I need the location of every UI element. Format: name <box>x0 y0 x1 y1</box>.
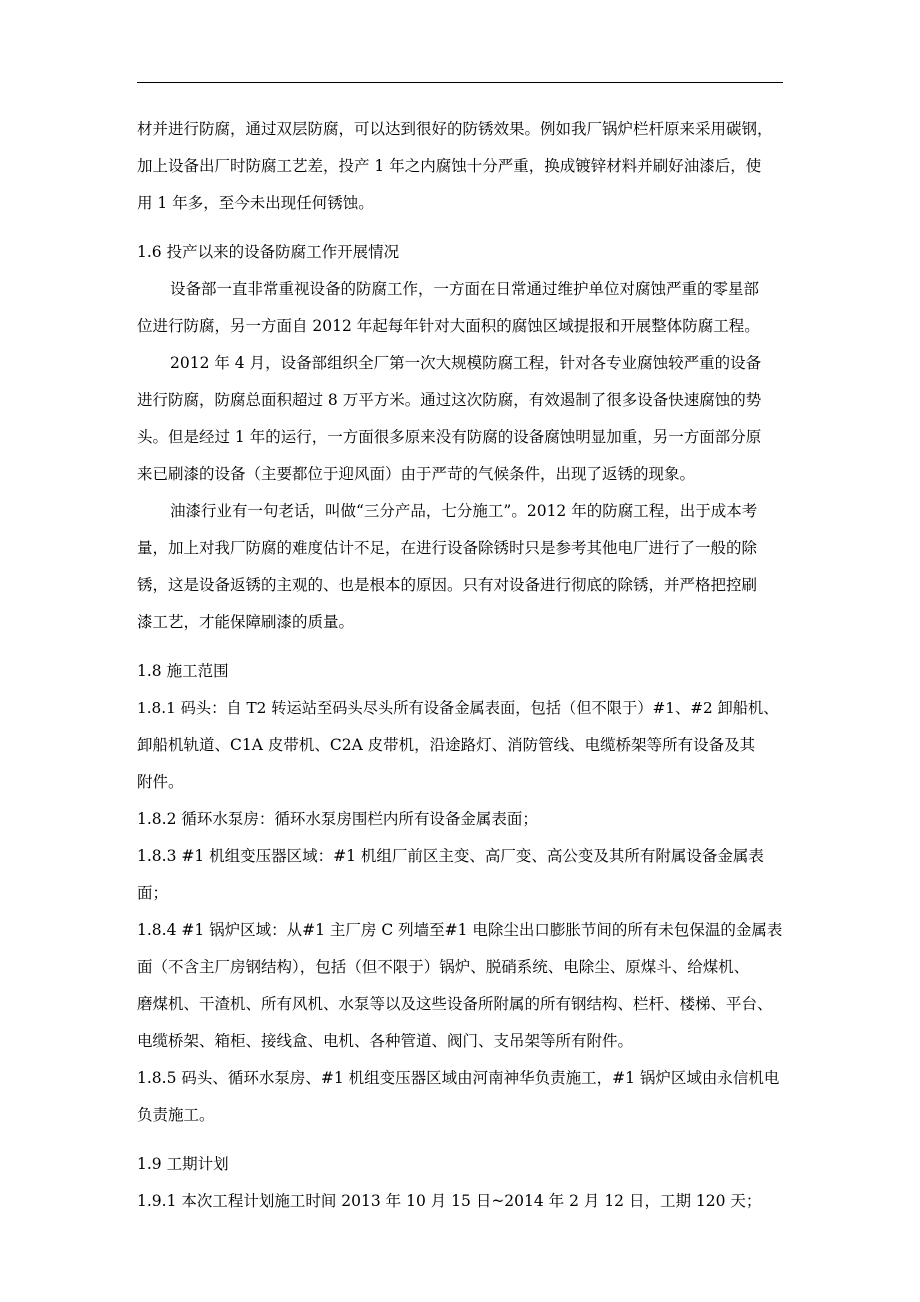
paragraph-line: 面； <box>137 884 169 902</box>
list-item-1-8-3: 1.8.3 #1 机组变压器区域：#1 机组厂前区主变、高厂变、高公变及其所有附属设备金属表 <box>137 847 764 865</box>
paragraph-line: 漆工艺，才能保障刷漆的质量。 <box>137 613 355 631</box>
paragraph-line: 头。但是经过 1 年的运行，一方面很多原来没有防腐的设备腐蚀明显加重，另一方面部分原 <box>137 428 762 446</box>
paragraph-line: 锈，这是设备返锈的主观的、也是根本的原因。只有对设备进行彻底的除锈，并严格把控刷 <box>137 576 758 594</box>
paragraph-line: 加上设备出厂时防腐工艺差，投产 1 年之内腐蚀十分严重，换成镀锌材料并刷好油漆后，使 <box>137 157 762 175</box>
paragraph-line: 油漆行业有一句老话，叫做“三分产品，七分施工”。2012 年的防腐工程，出于成本考 <box>170 502 758 520</box>
paragraph-line: 材并进行防腐，通过双层防腐，可以达到很好的防锈效果。例如我厂锅炉栏杆原来采用碳钢， <box>137 120 773 138</box>
paragraph-line: 2012 年 4 月，设备部组织全厂第一次大规模防腐工程，针对各专业腐蚀较严重的设备 <box>170 354 762 372</box>
paragraph-line: 进行防腐，防腐总面积超过 8 万平方米。通过这次防腐，有效遏制了很多设备快速腐蚀的势 <box>137 391 762 409</box>
list-item-1-8-2: 1.8.2 循环水泵房：循环水泵房围栏内所有设备金属表面； <box>137 810 538 828</box>
paragraph-line: 负责施工。 <box>137 1106 215 1124</box>
paragraph-line: 电缆桥架、箱柜、接线盒、电机、各种管道、阀门、支吊架等所有附件。 <box>137 1032 634 1050</box>
paragraph-line: 附件。 <box>137 773 184 791</box>
paragraph-line: 量，加上对我厂防腐的难度估计不足，在进行设备除锈时只是参考其他电厂进行了一般的除 <box>137 539 758 557</box>
list-item-1-8-5: 1.8.5 码头、循环水泵房、#1 机组变压器区域由河南神华负责施工，#1 锅炉区域由永信机电 <box>137 1069 780 1087</box>
section-heading-1-8: 1.8 施工范围 <box>137 662 229 680</box>
section-heading-1-9: 1.9 工期计划 <box>137 1155 229 1173</box>
section-heading-1-6: 1.6 投产以来的设备防腐工作开展情况 <box>137 243 400 261</box>
list-item-1-8-1: 1.8.1 码头：自 T2 转运站至码头尽头所有设备金属表面，包括（但不限于）#1、#2 卸船机、 <box>137 699 779 717</box>
paragraph-line: 卸船机轨道、C1A 皮带机、C2A 皮带机，沿途路灯、消防管线、电缆桥架等所有设备及其 <box>137 736 756 754</box>
paragraph-line: 用 1 年多，至今未出现任何锈蚀。 <box>137 194 374 212</box>
list-item-1-9-1: 1.9.1 本次工程计划施工时间 2013 年 10 月 15 日~2014 年 2 月 12 日，工期 120 天； <box>137 1192 762 1210</box>
paragraph-line: 设备部一直非常重视设备的防腐工作，一方面在日常通过维护单位对腐蚀严重的零星部 <box>170 280 760 298</box>
paragraph-line: 位进行防腐，另一方面自 2012 年起每年针对大面积的腐蚀区域提报和开展整体防腐工程。 <box>137 317 760 335</box>
paragraph-line: 来已刷漆的设备（主要都位于迎风面）由于严苛的气候条件，出现了返锈的现象。 <box>137 465 696 483</box>
paragraph-line: 磨煤机、干渣机、所有风机、水泵等以及这些设备所附属的所有钢结构、栏杆、楼梯、平台、 <box>137 995 773 1013</box>
header-rule <box>137 82 783 83</box>
paragraph-line: 面（不含主厂房钢结构），包括（但不限于）锅炉、脱硝系统、电除尘、原煤斗、给煤机、 <box>137 958 750 976</box>
list-item-1-8-4: 1.8.4 #1 锅炉区域：从#1 主厂房 C 列墙至#1 电除尘出口膨胀节间的所有未包保温的金属表 <box>137 921 783 939</box>
